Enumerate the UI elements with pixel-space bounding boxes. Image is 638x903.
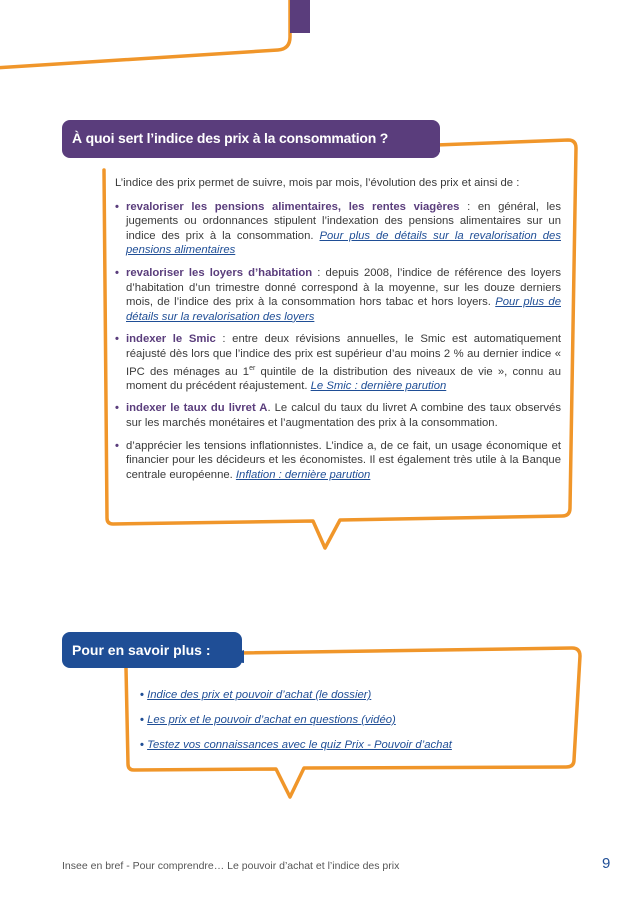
link-smic[interactable]: Le Smic : dernière parution (310, 379, 447, 392)
box1-title: À quoi sert l’indice des prix à la consommation ? (62, 120, 440, 158)
item-bold: revaloriser les pensions alimentaires, les rentes viagères (126, 200, 460, 213)
page-number: 9 (602, 855, 611, 872)
box1-intro: L’indice des prix permet de suivre, mois par mois, l’évolution des prix et ainsi de : (115, 177, 520, 189)
bullet-icon: • (140, 714, 144, 726)
bullet-icon: • (115, 439, 119, 452)
bullet-icon: • (115, 333, 119, 346)
list-item (140, 688, 540, 702)
list-item (115, 401, 561, 430)
bullet-icon: • (115, 402, 119, 415)
item-text: . Le calcul du taux du livret A combine des taux observés sur les marchés monétaires et l’augmentation des prix à la consommation. (126, 402, 561, 430)
link-inflation[interactable]: Inflation : dernière parution (235, 468, 371, 481)
item-text: : entre deux révisions annuelles, le Smic est automatiquement réajusté dès lors que l’indice des prix est supérieur d’au moins 2 % au dernier indice « IPC des ménages au 1 (126, 333, 562, 378)
top-frame-line (0, 0, 290, 68)
item-bold: indexer le Smic (126, 333, 216, 346)
link-video[interactable]: Les prix et le pouvoir d’achat en questions (vidéo) (147, 714, 396, 726)
link-dossier[interactable]: Indice des prix et pouvoir d’achat (le dossier) (147, 689, 372, 701)
list-item (115, 200, 561, 258)
link-pensions-alimentaires[interactable]: Pour plus de détails sur la revalorisation des pensions alimentaires (126, 229, 561, 257)
superscript: er (249, 364, 256, 372)
list-item (115, 439, 561, 483)
box2-content (140, 688, 540, 763)
item-text: : en général, les jugements ou ordonnances stipulent l’indexation des pensions alimentaires sur un indice des prix à la consommation. (126, 200, 561, 242)
bullet-icon: • (140, 689, 144, 701)
item-text: quintile de la distribution des niveaux de vie », connu au moment du précédent réajustement. (126, 365, 562, 392)
item-bold: revaloriser les loyers d’habitation (126, 266, 313, 279)
box1-content (115, 176, 561, 490)
list-item (140, 713, 540, 727)
list-item (115, 332, 561, 393)
list-item (115, 266, 561, 324)
bullet-icon: • (115, 200, 119, 213)
link-revalorisation-loyers[interactable]: Pour plus de détails sur la revalorisation des loyers (126, 296, 561, 323)
box2-title: Pour en savoir plus : (62, 632, 242, 668)
list-item (140, 738, 540, 752)
item-text: d’apprécier les tensions inflationnistes. L’indice a, de ce fait, un usage économique et financier pour les décideurs et les économistes. Il est également très utile à la Banque centrale européenne. (126, 439, 561, 481)
top-purple-tab (290, 0, 310, 33)
item-bold: indexer le taux du livret A (126, 402, 268, 415)
bullet-icon: • (115, 266, 119, 279)
page-footer: Insee en bref - Pour comprendre… Le pouvoir d’achat et l’indice des prix (62, 860, 400, 872)
link-quiz[interactable]: Testez vos connaissances avec le quiz Prix - Pouvoir d’achat (147, 739, 452, 751)
bullet-icon: • (140, 739, 144, 751)
item-text: : depuis 2008, l’indice de référence des loyers d’habitation d’un trimestre donné correspond à la moyenne, sur les douze derniers mois, de l’indice des prix à la consommation hors tabac et hors loyers. (126, 266, 562, 309)
